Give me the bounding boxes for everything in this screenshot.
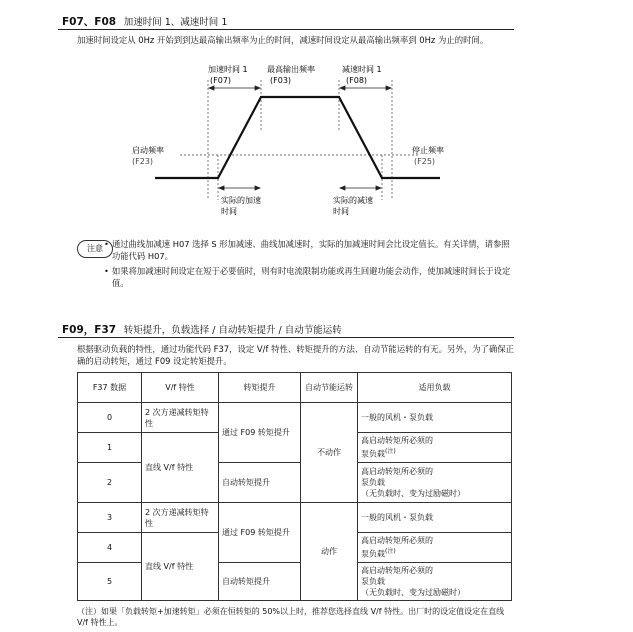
table-footnote: （注）如果「负载转矩+加速转矩」必须在恒转矩的 50%以上时，推荐您选择直线 V/f 特性。出厂时的设定值设定在直线 V/f 特性上。 <box>77 607 505 627</box>
section1-title: 加速时间 1、减速时间 1 <box>123 17 228 28</box>
header-f37: F37 数据 <box>78 373 142 403</box>
boost-auto-2: 自动转矩提升 <box>219 563 301 601</box>
maxfreq-label: 最高输出频率 <box>267 65 315 74</box>
stop-freq-code: (F25) <box>414 157 436 166</box>
load-note-mark-1: (注) <box>385 448 396 456</box>
note-text-1: 通过曲线加减速 H07 选择 S 形加减速、曲线加减速时，实际的加减速时间会比设定值长。有关详情，请参照功能代码 H07。 <box>112 239 510 261</box>
note-text-2: 如果将加减速时间设定在短于必要值时，则有时电流限制功能或再生回避功能会动作，使加减速时间长于设定值。 <box>112 266 511 288</box>
load-const-1-line3: （无负载时、变为过励磁时） <box>361 489 465 498</box>
load-pump-high-2-line2: 泵负载 <box>361 549 385 559</box>
table-header-row <box>78 373 512 403</box>
actual-accel-line2: 时间 <box>221 207 237 216</box>
vf-square-1: 2 次方递减转矩特性 <box>142 403 219 433</box>
table-row <box>78 403 512 433</box>
load-const-2 <box>358 563 512 601</box>
load-pump-high-1-line2: 泵负载 <box>361 449 385 459</box>
speed-profile-line <box>155 97 440 178</box>
load-const-1 <box>358 463 512 503</box>
start-freq-code: (F23) <box>132 157 154 166</box>
header-vf: V/f 特性 <box>142 373 219 403</box>
note-item-2: • 如果将加减速时间设定在短于必要值时，则有时电流限制功能或再生回避功能会动作，使加减速时间长于设定值。 <box>104 266 511 288</box>
row-value-3: 3 <box>78 503 142 533</box>
note-item-1: • 通过曲线加减速 H07 选择 S 形加减速、曲线加减速时，实际的加减速时间会比设定值长。有关详情，请参照功能代码 H07。 <box>104 239 510 261</box>
accel-label: 加速时间 1 <box>208 65 248 74</box>
section2-code: F09，F37 <box>62 324 117 336</box>
section2-header <box>62 322 342 337</box>
row-value-2: 2 <box>78 463 142 503</box>
load-const-2-line2: 泵负载 <box>361 577 385 586</box>
load-pump-high-2 <box>358 533 512 563</box>
load-pump-high-1 <box>358 433 512 463</box>
section1-header <box>62 14 227 29</box>
load-fan-1: 一般的风机・泵负载 <box>358 403 512 433</box>
load-const-2-line3: （无负载时、变为过励磁时） <box>361 588 465 597</box>
start-freq-label: 启动频率 <box>132 146 164 155</box>
load-pump-high-1-line1: 高启动转矩所必须的 <box>361 436 433 446</box>
section1-code: F07、F08 <box>62 16 117 28</box>
actual-decel-line1: 实际的减速 <box>333 196 373 205</box>
section1-description: 加速时间设定从 0Hz 开始到到达最高输出频率为止的时间，减速时间设定从最高输出频率到 0Hz 为止的时间。 <box>77 35 489 45</box>
decel-code: (F08) <box>346 76 368 85</box>
load-const-2-line1: 高启动转矩所必须的 <box>361 566 433 575</box>
stop-freq-label: 停止频率 <box>412 146 444 155</box>
row-value-5: 5 <box>78 563 142 601</box>
load-const-1-line2: 泵负载 <box>361 478 385 487</box>
load-pump-high-2-line1: 高启动转矩所必须的 <box>361 536 433 546</box>
maxfreq-code: (F03) <box>270 76 292 85</box>
load-const-1-line1: 高启动转矩所必须的 <box>361 467 433 476</box>
section1-rule <box>58 29 514 30</box>
section2-title: 转矩提升，负载选择 / 自动转矩提升 / 自动节能运转 <box>123 325 342 336</box>
row-value-0: 0 <box>78 403 142 433</box>
saving-on: 动作 <box>301 503 358 601</box>
section2-rule <box>58 337 514 338</box>
header-saving: 自动节能运转 <box>301 373 358 403</box>
boost-auto-1: 自动转矩提升 <box>219 463 301 503</box>
decel-label: 减速时间 1 <box>342 65 382 74</box>
boost-f09-1: 通过 F09 转矩提升 <box>219 403 301 463</box>
note-badge-text: 注意 <box>87 244 103 253</box>
boost-f09-2: 通过 F09 转矩提升 <box>219 503 301 563</box>
accel-decel-diagram <box>120 60 470 225</box>
load-note-mark-2: (注) <box>385 548 396 556</box>
table-row <box>78 503 512 533</box>
header-boost: 转矩提升 <box>219 373 301 403</box>
vf-square-2: 2 次方递减转矩特性 <box>142 503 219 533</box>
accel-code: (F07) <box>210 76 232 85</box>
actual-decel-line2: 时间 <box>333 207 349 216</box>
actual-accel-line1: 实际的加速 <box>221 196 261 205</box>
load-fan-2: 一般的风机・泵负载 <box>358 503 512 533</box>
vf-linear-2: 直线 V/f 特性 <box>142 533 219 601</box>
row-value-4: 4 <box>78 533 142 563</box>
row-value-1: 1 <box>78 433 142 463</box>
vf-linear-1: 直线 V/f 特性 <box>142 433 219 503</box>
header-load: 适用负载 <box>358 373 512 403</box>
saving-off: 不动作 <box>301 403 358 503</box>
f37-table <box>77 372 512 601</box>
section2-description: 根据驱动负载的特性，通过功能代码 F37，设定 V/f 特性、转矩提升的方法、自动节能运转的有无。另外，为了确保正确的启动转矩，通过 F09 设定转矩提升。 <box>77 344 514 366</box>
